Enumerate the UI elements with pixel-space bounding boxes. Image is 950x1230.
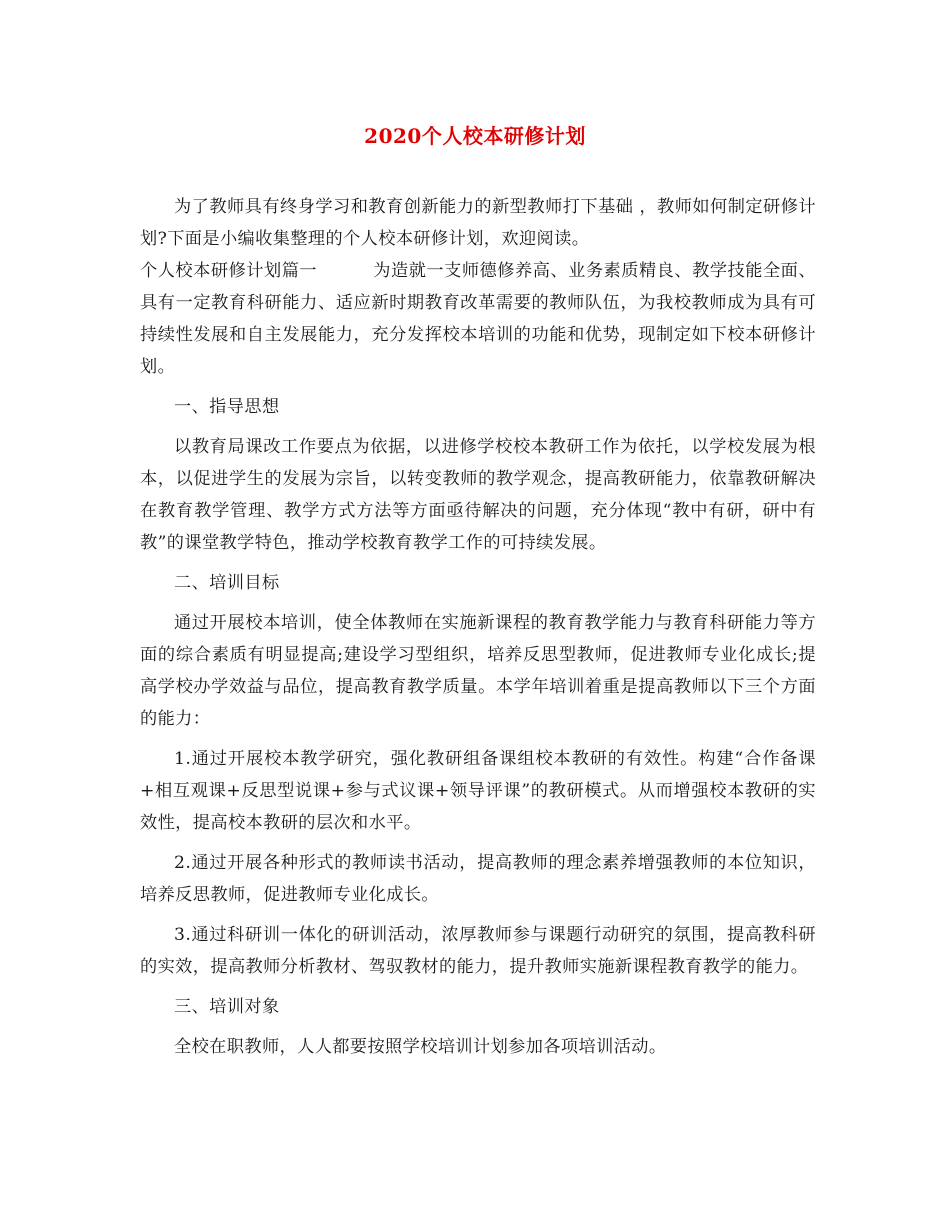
plan-heading: 个人校本研修计划篇一: [140, 261, 318, 281]
plan-intro-text: 为造就一支师德修养高、业务素质精良、教学技能全面、具有一定教育科研能力、适应新时期教育改革需要的教师队伍，为我校教师成为具有可持续性发展和自主发展能力，充分发挥校本培训的功能和优势，现制定如下校本研修计划。: [140, 261, 816, 377]
list-item-2: 2.通过开展各种形式的教师读书活动，提高教师的理念素养增强教师的本位知识，培养反思教师，促进教师专业化成长。: [140, 853, 816, 905]
intro-paragraph: 为了教师具有终身学习和教育创新能力的新型教师打下基础 ，教师如何制定研修计划?下面是小编收集整理的个人校本研修计划，欢迎阅读。: [140, 197, 816, 249]
section2-heading: 二、培训目标: [174, 573, 280, 593]
list-item-3: 3.通过科研训一体化的研训活动，浓厚教师参与课题行动研究的氛围，提高教科研的实效，提高教师分析教材、驾驭教材的能力，提升教师实施新课程教育教学的能力。: [140, 925, 816, 977]
plan-paragraph: [140, 255, 816, 383]
section1-heading: 一、指导思想: [174, 397, 280, 417]
section3-text: 全校在职教师，人人都要按照学校培训计划参加各项培训活动。: [174, 1037, 667, 1057]
list-item-1: 1.通过开展校本教学研究，强化教研组备课组校本教研的有效性。构建“合作备课+相互观课+反思型说课+参与式议课+领导评课”的教研模式。从而增强校本教研的实效性，提高校本教研的层次和水平。: [140, 749, 816, 833]
section3-heading: 三、培训对象: [174, 997, 280, 1017]
document-title: 2020个人校本研修计划: [364, 124, 586, 148]
section1-text: 以教育局课改工作要点为依据，以进修学校校本教研工作为依托，以学校发展为根本，以促进学生的发展为宗旨，以转变教师的教学观念，提高教研能力，依靠教研解决在教育教学管理、教学方式方法等方面亟待解决的问题，充分体现“教中有研，研中有教”的课堂教学特色，推动学校教育教学工作的可持续发展。: [140, 437, 816, 553]
section2-text: 通过开展校本培训，使全体教师在实施新课程的教育教学能力与教育科研能力等方面的综合素质有明显提高;建设学习型组织，培养反思型教师，促进教师专业化成长;提高学校办学效益与品位，提高教育教学质量。本学年培训着重是提高教师以下三个方面的能力：: [140, 613, 816, 729]
document-body: [140, 191, 816, 1063]
